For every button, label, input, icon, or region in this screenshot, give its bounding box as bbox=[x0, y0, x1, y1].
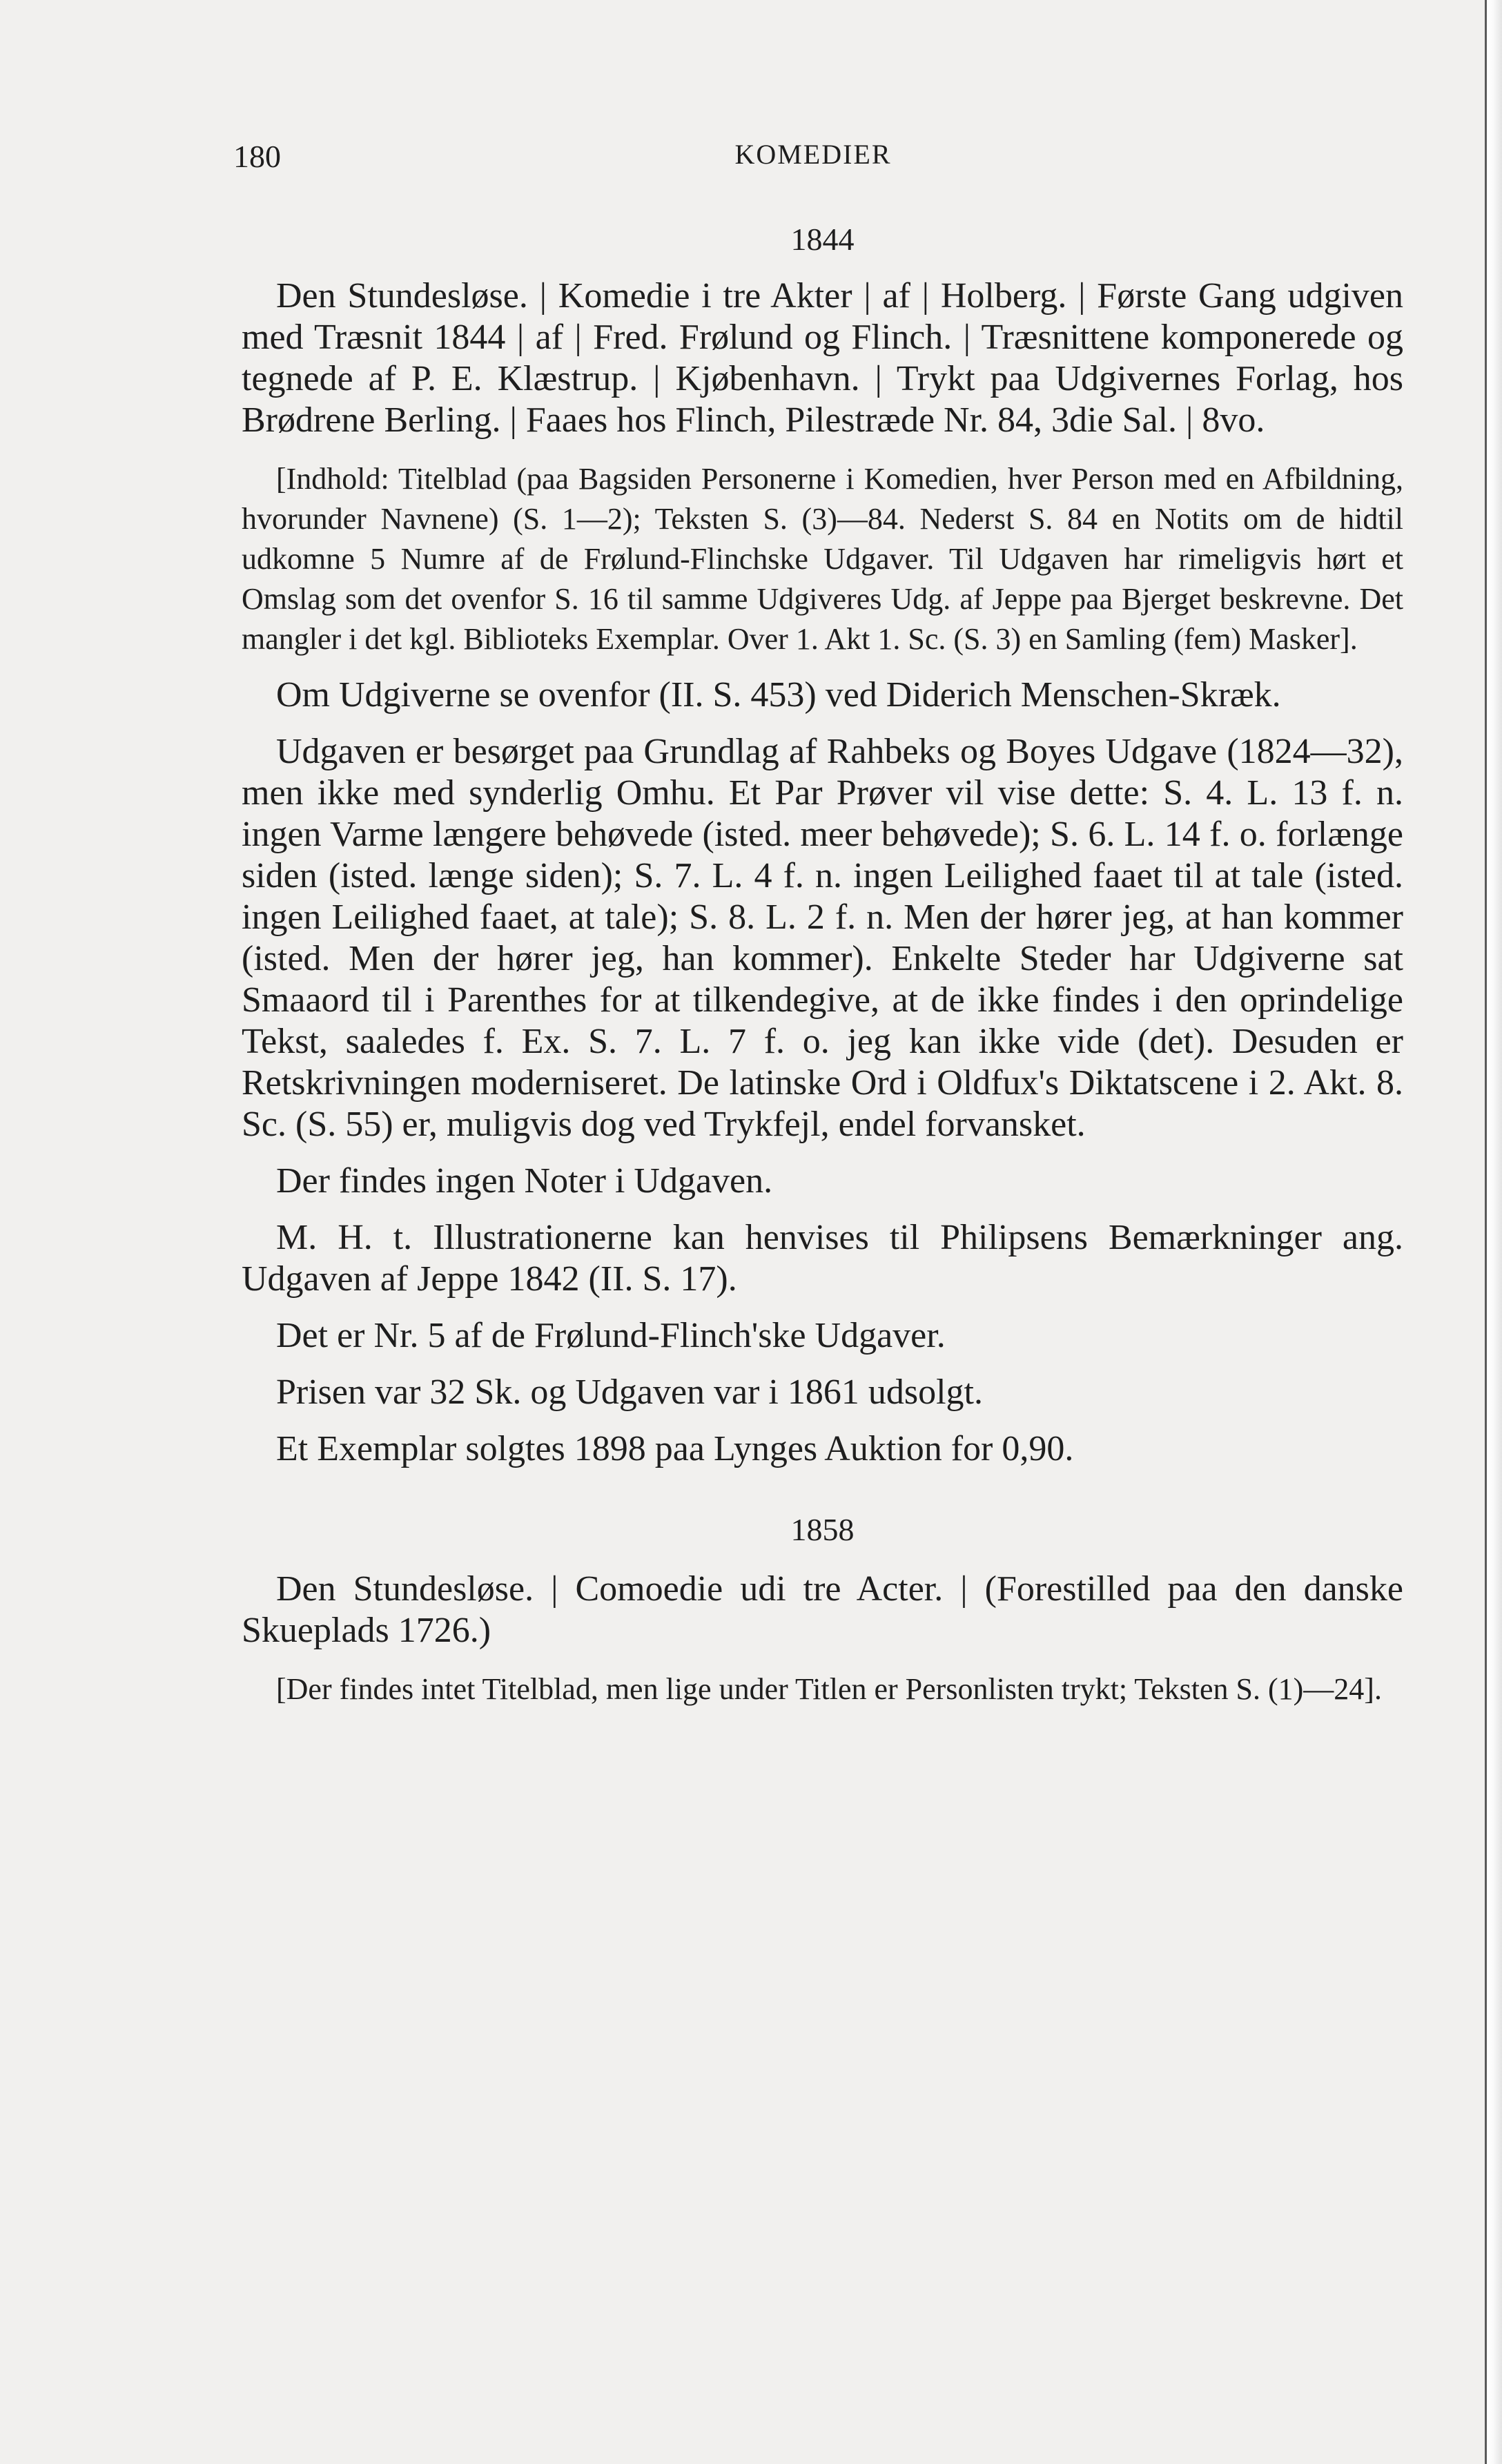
page-number: 180 bbox=[233, 139, 281, 174]
page-body bbox=[242, 207, 1403, 1709]
page-header bbox=[233, 138, 1393, 186]
paragraph-notes: Der findes ingen Noter i Udgaven. bbox=[276, 1161, 773, 1201]
contents-note-1844: [Indhold: Titelblad (paa Bagsiden Personerne i Komedien, hver Person med en Afbildning, hvorunder Navnene) (S. 1—2); Teksten S. (3)—84. Nederst S. 84 en Notits om de hidtil udkomne 5 Numre af de Frølund-Flinchske Udgaver. Til Udgaven har rimeligvis hørt et Omslag som det ovenfor S. 16 til samme Udgiveres Udg. af Jeppe paa Bjerget beskrevne. Det mangler i det kgl. Biblioteks Exemplar. Over 1. Akt 1. Sc. (S. 3) en Samling (fem) Masker]. bbox=[242, 462, 1403, 656]
paragraph-publishers: Om Udgiverne se ovenfor (II. S. 453) ved Diderich Menschen-Skræk. bbox=[276, 675, 1281, 715]
paragraph-auction: Et Exemplar solgtes 1898 paa Lynges Auktion for 0,90. bbox=[276, 1429, 1074, 1468]
paragraph-illustrations: M. H. t. Illustrationerne kan henvises til Philipsens Bemærkninger ang. Udgaven af Jeppe 1842 (II. S. 17). bbox=[242, 1218, 1403, 1299]
paragraph-price: Prisen var 32 Sk. og Udgaven var i 1861 udsolgt. bbox=[276, 1372, 984, 1412]
page-edge bbox=[1485, 0, 1502, 2464]
title-description-1844: Den Stundesløse. | Komedie i tre Akter | af | Holberg. | Første Gang udgiven med Træsnit 1844 | af | Fred. Frølund og Flinch. | Træsnittene komponerede og tegnede af P. E. Klæstrup. | Kjøbenhavn. | Trykt paa Udgivernes Forlag, hos Brødrene Berling. | Faaes hos Flinch, Pilestræde Nr. 84, 3die Sal. | 8vo. bbox=[242, 276, 1403, 440]
entry-year-1844: 1844 bbox=[790, 222, 855, 257]
contents-note-1858: [Der findes intet Titelblad, men lige under Titlen er Personlisten trykt; Teksten S. (1)—24]. bbox=[276, 1672, 1382, 1706]
paragraph-edition-quality: Udgaven er besørget paa Grundlag af Rahbeks og Boyes Udgave (1824—32), men ikke med synderlig Omhu. Et Par Prøver vil vise dette: S. 4. L. 13 f. n. ingen Varme længere behøvede (isted. meer behøvede); S. 6. L. 14 f. o. forlænge siden (isted. længe siden); S. 7. L. 4 f. n. ingen Leilighed faaet til at tale (isted. ingen Leilighed faaet, at tale); S. 8. L. 2 f. n. Men der hører jeg, at han kommer (isted. Men der hører jeg, han kommer). Enkelte Steder har Udgiverne sat Smaaord til i Parenthes for at tilkendegive, at de ikke findes i den oprindelige Tekst, saaledes f. Ex. S. 7. L. 7 f. o. jeg kan ikke vide (det). Desuden er Retskrivningen moderniseret. De latinske Ord i Oldfux's Diktatscene i 2. Akt. 8. Sc. (S. 55) er, muligvis dog ved Trykfejl, endel forvansket. bbox=[242, 732, 1403, 1144]
entry-year-1858: 1858 bbox=[790, 1512, 855, 1547]
title-description-1858: Den Stundesløse. | Comoedie udi tre Acter. | (Forestilled paa den danske Skueplads 1726.) bbox=[242, 1569, 1403, 1650]
running-title: KOMEDIER bbox=[734, 139, 892, 170]
paragraph-series-number: Det er Nr. 5 af de Frølund-Flinch'ske Udgaver. bbox=[276, 1316, 946, 1355]
